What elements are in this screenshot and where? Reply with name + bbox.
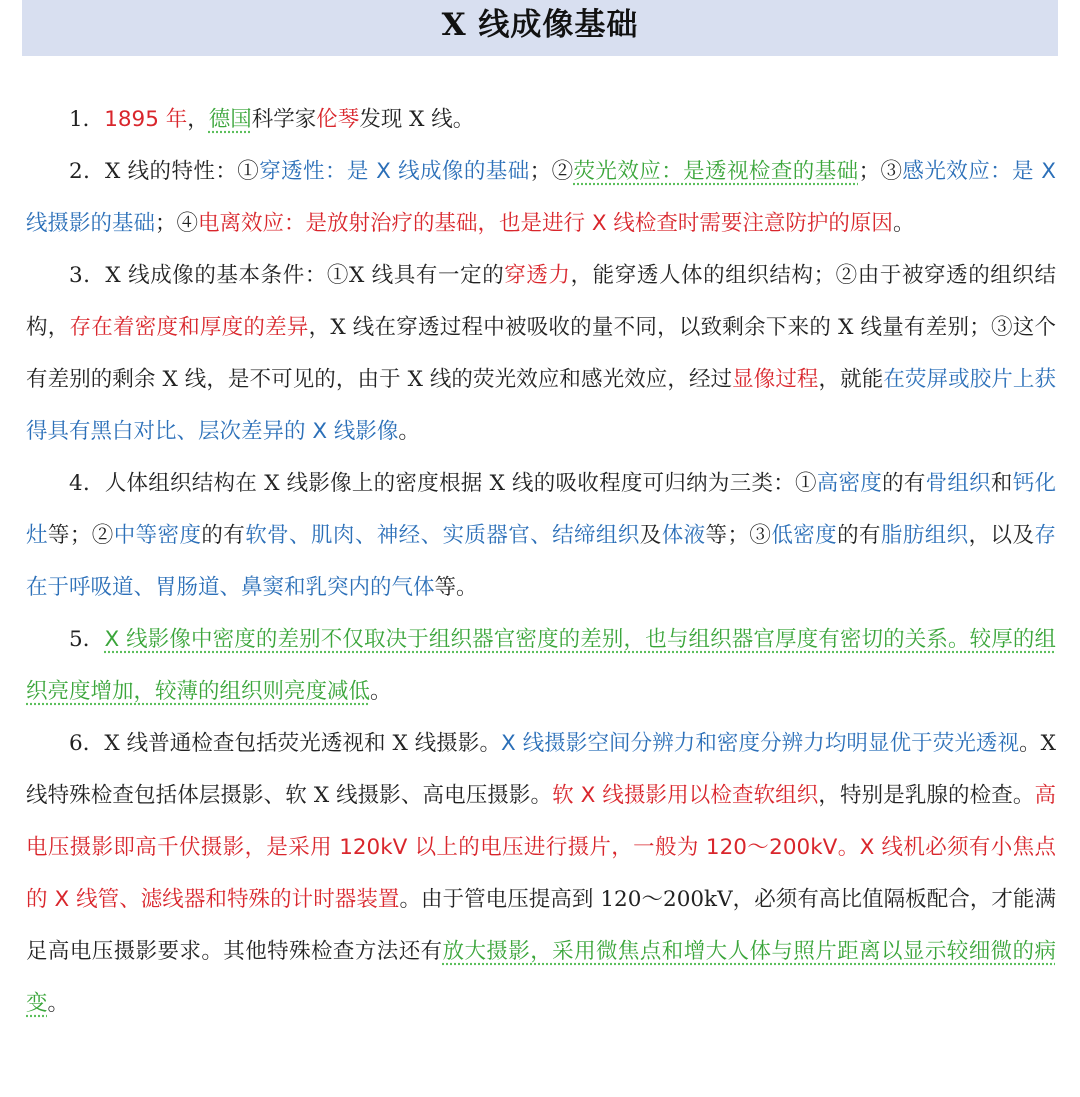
text-segment: 感光效应：是 X 线摄影的基础 <box>26 159 1056 236</box>
title-banner <box>22 0 1058 56</box>
text-segment: 人体组织结构在 X 线影像上的密度根据 X 线的吸收程度可归纳为三类：① <box>104 471 817 496</box>
text-segment: 在荧屏或胶片上获得具有黑白对比、层次差异的 X 线影像 <box>26 367 1056 444</box>
text-segment: 存在着密度和厚度的差异 <box>69 315 309 340</box>
text-segment: 。由于管电压提高到 120～200kV，必须有高比值隔板配合，才能满足高电压摄影要求。其他特殊检查方法还有 <box>26 887 1056 964</box>
text-segment: X 线摄影空间分辨力和密度分辨力均明显优于荧光透视 <box>501 731 1020 756</box>
text-segment: 体液 <box>661 523 706 548</box>
text-segment: 的有 <box>201 523 246 548</box>
document-body <box>26 94 1056 1030</box>
text-segment: 等；③ <box>705 523 772 548</box>
text-segment: 伦琴 <box>316 107 360 132</box>
text-segment: ；② <box>529 159 574 184</box>
text-segment: ；④ <box>155 211 199 236</box>
paragraph-4 <box>26 458 1056 614</box>
text-segment: 。 <box>370 679 392 704</box>
text-segment: 。 <box>398 419 420 444</box>
text-segment: 荧光效应：是透视检查的基础 <box>573 159 859 184</box>
text-segment: 高电压摄影即高千伏摄影，是采用 120kV 以上的电压进行摄片，一般为 120～200kV。X 线机必须有小焦点的 X 线管、滤线器和特殊的计时器装置 <box>26 783 1056 912</box>
page-title: X 线成像基础 <box>441 7 639 43</box>
text-segment: 。 <box>47 991 70 1016</box>
text-segment: 5． <box>69 627 105 652</box>
text-segment: X 线成像的基本条件：①X 线具有一定的 <box>105 263 505 288</box>
text-segment: 钙化灶 <box>26 471 1056 548</box>
text-segment: 发现 X 线。 <box>359 107 475 132</box>
paragraph-3 <box>26 250 1056 458</box>
paragraph-6 <box>26 718 1056 1030</box>
text-segment: 穿透性：是 X 线成像的基础 <box>259 159 530 184</box>
text-segment: ，X 线在穿透过程中被吸收的量不同，以致剩余下来的 X 线量有差别；③这个有差别的剩余 X 线，是不可见的，由于 X 线的荧光效应和感光效应，经过 <box>26 315 1056 392</box>
text-segment: ，能穿透人体的组织结构；②由于被穿透的组织结构， <box>26 263 1056 340</box>
text-segment: 等；② <box>47 523 114 548</box>
text-segment: X 线普通检查包括荧光透视和 X 线摄影。 <box>104 731 502 756</box>
text-segment: 穿透力 <box>504 263 571 288</box>
text-segment: 。 <box>892 211 915 236</box>
text-segment: ，以及 <box>968 523 1035 548</box>
text-segment: 及 <box>639 523 662 548</box>
text-segment: 3． <box>69 263 106 288</box>
text-segment: ，就能 <box>818 367 884 392</box>
text-segment: 中等密度 <box>113 523 202 548</box>
text-segment: 4． <box>69 471 105 496</box>
text-segment: 电离效应：是放射治疗的基础，也是进行 X 线检查时需要注意防护的原因 <box>198 211 893 236</box>
text-segment: 德国 <box>208 107 252 132</box>
text-segment: 高密度 <box>816 471 883 496</box>
text-segment: ，特别是乳腺的检查。 <box>818 783 1035 808</box>
text-segment: 的有 <box>837 523 881 548</box>
text-segment: 1． <box>69 107 105 132</box>
paragraph-1 <box>26 94 1056 146</box>
text-segment: 等。 <box>434 575 478 600</box>
text-segment: 和 <box>990 471 1013 496</box>
text-segment: ， <box>187 107 209 132</box>
text-segment: 。X 线特殊检查包括体层摄影、软 X 线摄影、高电压摄影。 <box>26 731 1056 808</box>
text-segment: 骨组织 <box>925 471 991 496</box>
paragraph-2 <box>26 146 1056 250</box>
text-segment: 放大摄影，采用微焦点和增大人体与照片距离以显示较细微的病变 <box>26 939 1056 1016</box>
text-segment: X 线影像中密度的差别不仅取决于组织器官密度的差别，也与组织器官厚度有密切的关系。较厚的组织亮度增加，较薄的组织则亮度减低 <box>26 627 1056 704</box>
text-segment: 脂肪组织 <box>880 523 969 548</box>
text-segment: ；③ <box>858 159 903 184</box>
text-segment: 1895 年 <box>104 107 188 132</box>
text-segment: 低密度 <box>771 523 838 548</box>
text-segment: 科学家 <box>251 107 317 132</box>
paragraph-5 <box>26 614 1056 718</box>
text-segment: 软骨、肌肉、神经、实质器官、结缔组织 <box>245 523 640 548</box>
text-segment: 存在于呼吸道、胃肠道、鼻窦和乳突内的气体 <box>26 523 1056 600</box>
text-segment: 软 X 线摄影用以检查软组织 <box>552 783 819 808</box>
text-segment: 2． <box>69 159 106 184</box>
text-segment: 6． <box>69 731 105 756</box>
text-segment: 的有 <box>882 471 926 496</box>
text-segment: 显像过程 <box>732 367 819 392</box>
text-segment: X 线的特性：① <box>105 159 260 184</box>
